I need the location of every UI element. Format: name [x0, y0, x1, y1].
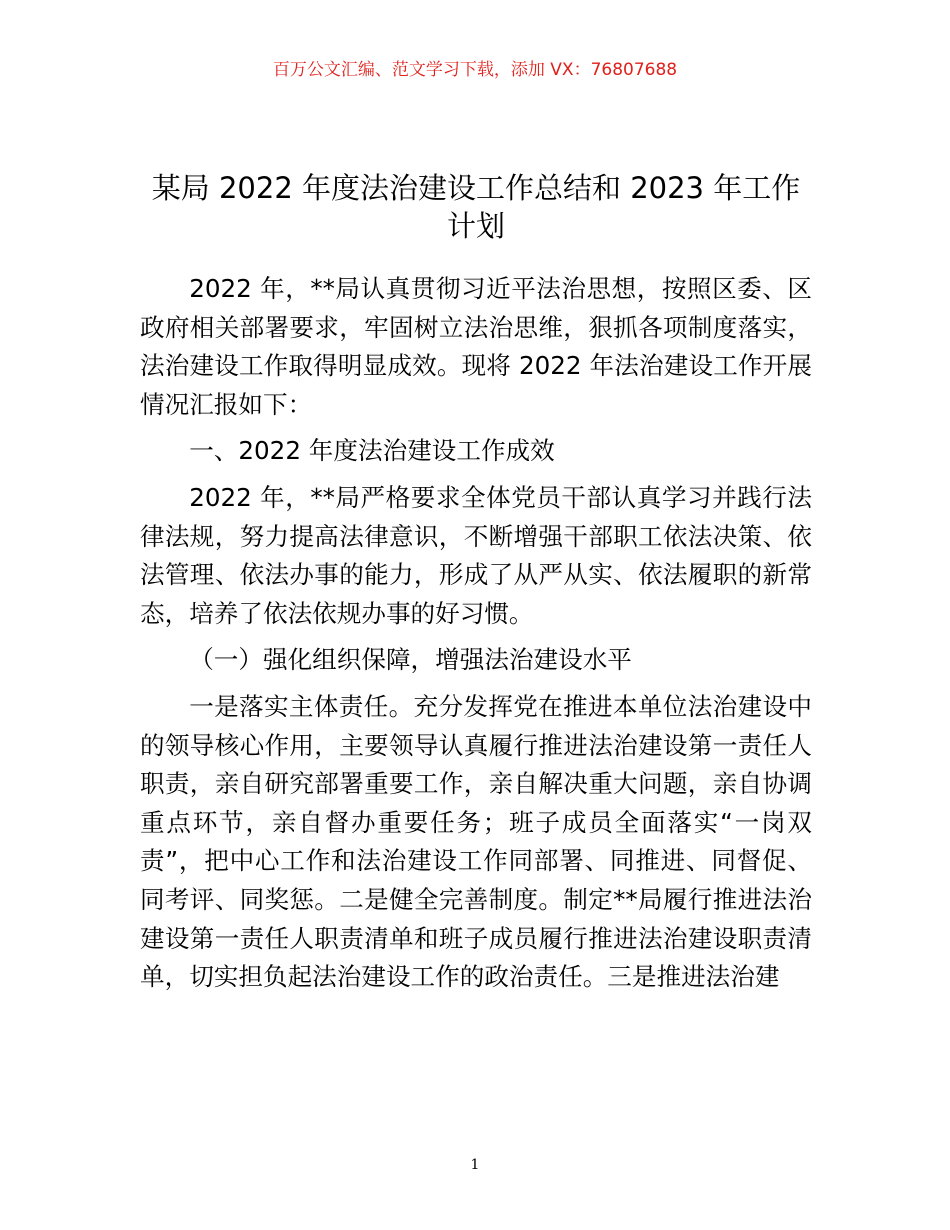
section-heading-1: 一、2022 年度法治建设工作成效 — [189, 436, 555, 466]
document-body — [140, 270, 812, 997]
subsection-paragraph-1: 一是落实主体责任。充分发挥党在推进本单位法治建设中的领导核心作用，主要领导认真履行推进法治建设第一责任人职责，亲自研究部署重要工作，亲自解决重大问题，亲自协调重点环节，亲自督办重要任务；班子成员全面落实“一岗双责”，把中心工作和法治建设工作同部署、同推进、同督促、同考评、同奖惩。二是健全完善制度。制定**局履行推进法治建设第一责任人职责清单和班子成员履行推进法治建设职责清单，切实担负起法治建设工作的政治责任。三是推进法治建 — [140, 691, 812, 992]
section-paragraph-1: 2022 年，**局严格要求全体党员干部认真学习并践行法律法规，努力提高法律意识，不断增强干部职工依法决策、依法管理、依法办事的能力，形成了从严从实、依法履职的新常态，培养了依法依规办事的好习惯。 — [140, 482, 812, 628]
document-title: 某局 2022 年度法治建设工作总结和 2023 年工作计划 — [151, 171, 801, 243]
watermark-header: 百万公文汇编、范文学习下载，添加 VX：76807688 — [272, 60, 678, 80]
subsection-heading-1: （一）强化组织保障，增强法治建设水平 — [189, 645, 632, 675]
page-number: 1 — [470, 1157, 480, 1173]
intro-paragraph: 2022 年，**局认真贯彻习近平法治思想，按照区委、区政府相关部署要求，牢固树立法治思维，狠抓各项制度落实，法治建设工作取得明显成效。现将 2022 年法治建设工作开展情况汇报如下： — [140, 274, 812, 419]
